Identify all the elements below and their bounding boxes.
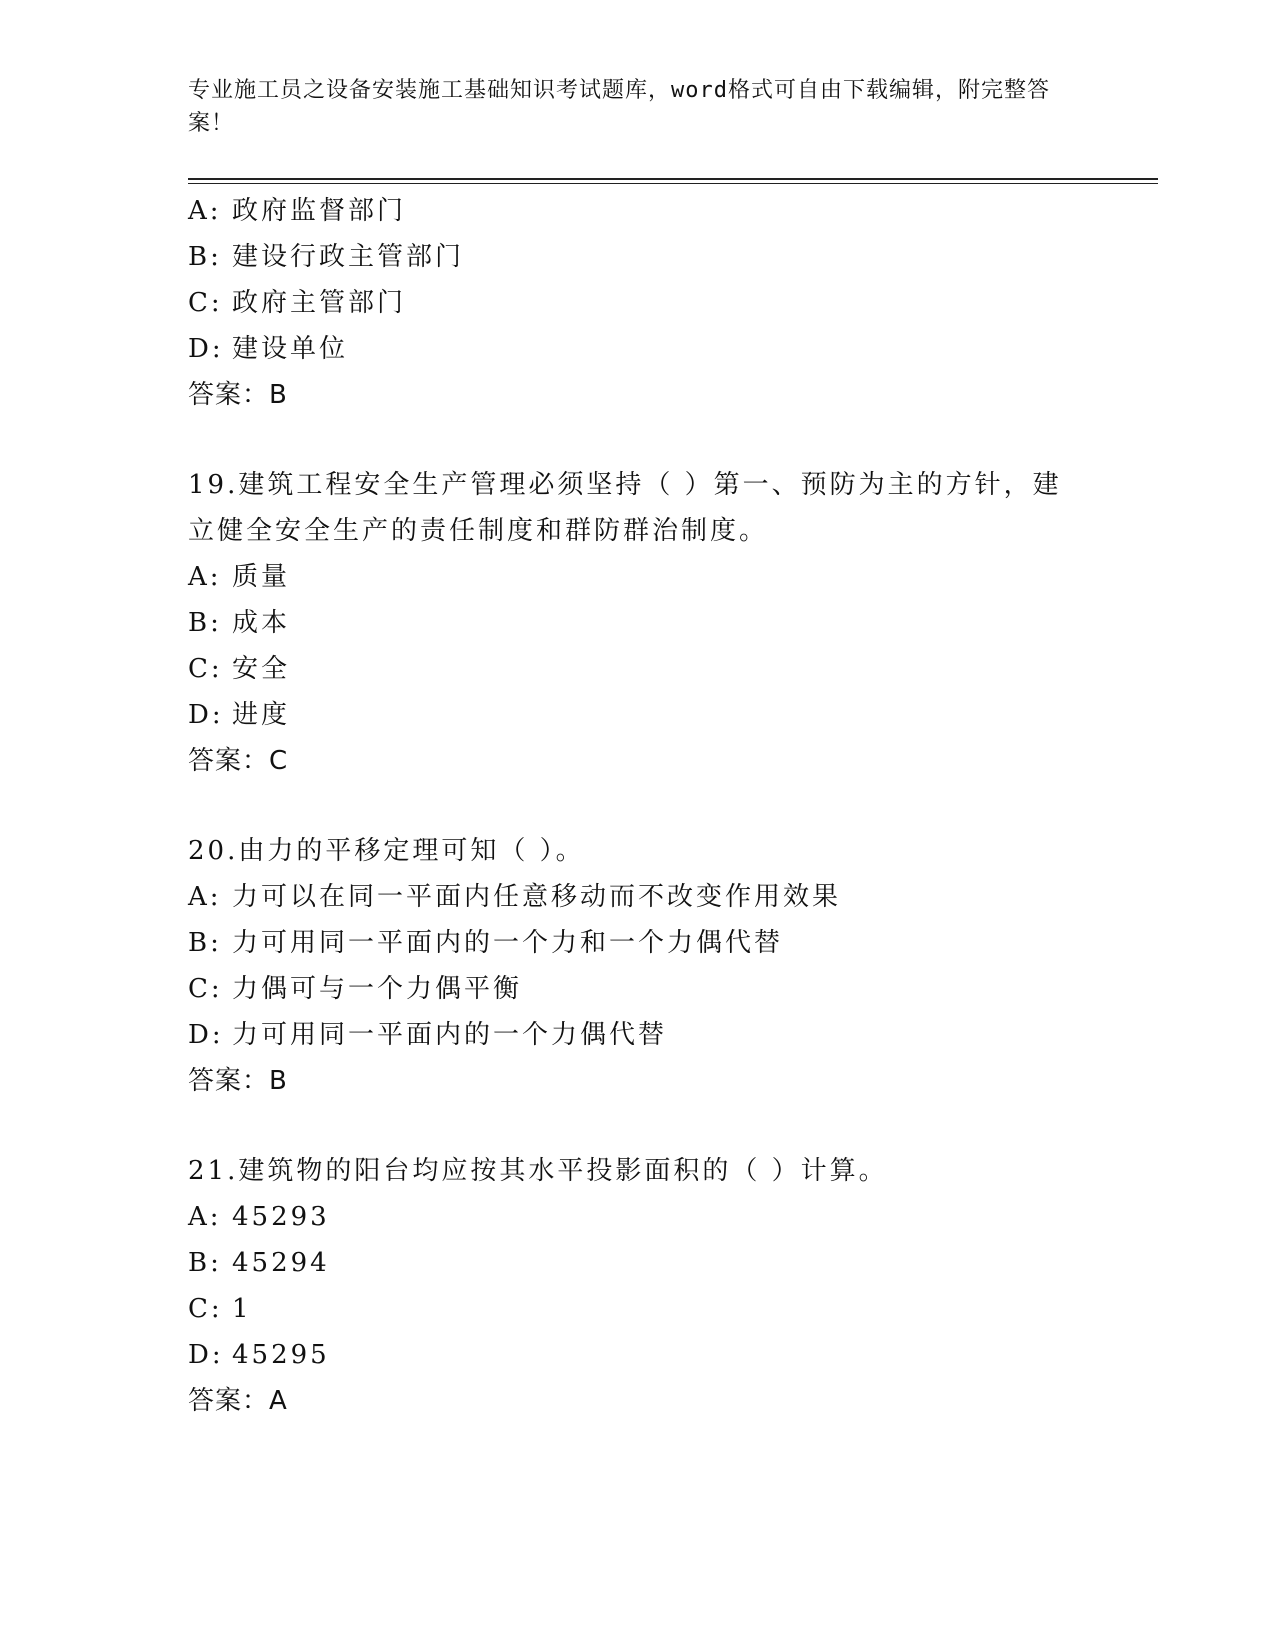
question-text: 21.建筑物的阳台均应按其水平投影面积的（ ）计算。 [188,1156,888,1186]
header-divider-thin [188,183,1158,184]
question-text: 19.建筑工程安全生产管理必须坚持（ ）第一、预防为主的方针，建立健全安全生产的责任制度和群防群治制度。 [188,470,1062,546]
answer-line: 答案：B [188,380,288,410]
question-block-20 [188,828,1068,1104]
option-c: C: 安全 [188,654,291,684]
answer-line: 答案：C [188,746,289,776]
document-header: 专业施工员之设备安装施工基础知识考试题库，word格式可自由下载编辑，附完整答案！ [188,78,1050,136]
question-block-19 [188,462,1068,784]
option-a: A: 45293 [188,1202,330,1232]
option-d: D: 建设单位 [188,334,349,364]
option-b: B: 45294 [188,1248,330,1278]
question-block-18 [188,188,1068,418]
question-text: 20.由力的平移定理可知（ ）。 [188,836,585,866]
option-d: D: 力可用同一平面内的一个力偶代替 [188,1020,668,1050]
option-d: D: 进度 [188,700,291,730]
option-a: A: 政府监督部门 [188,196,407,226]
option-c: C: 力偶可与一个力偶平衡 [188,974,523,1004]
option-a: A: 力可以在同一平面内任意移动而不改变作用效果 [188,882,842,912]
option-a: A: 质量 [188,562,291,592]
option-b: B: 成本 [188,608,291,638]
option-b: B: 力可用同一平面内的一个力和一个力偶代替 [188,928,784,958]
answer-line: 答案：A [188,1386,288,1416]
option-c: C: 1 [188,1294,252,1324]
document-body [188,188,1068,1424]
option-b: B: 建设行政主管部门 [188,242,465,272]
answer-line: 答案：B [188,1066,288,1096]
option-c: C: 政府主管部门 [188,288,407,318]
option-d: D: 45295 [188,1340,330,1370]
question-block-21 [188,1148,1068,1424]
header-divider-thick [188,178,1158,180]
